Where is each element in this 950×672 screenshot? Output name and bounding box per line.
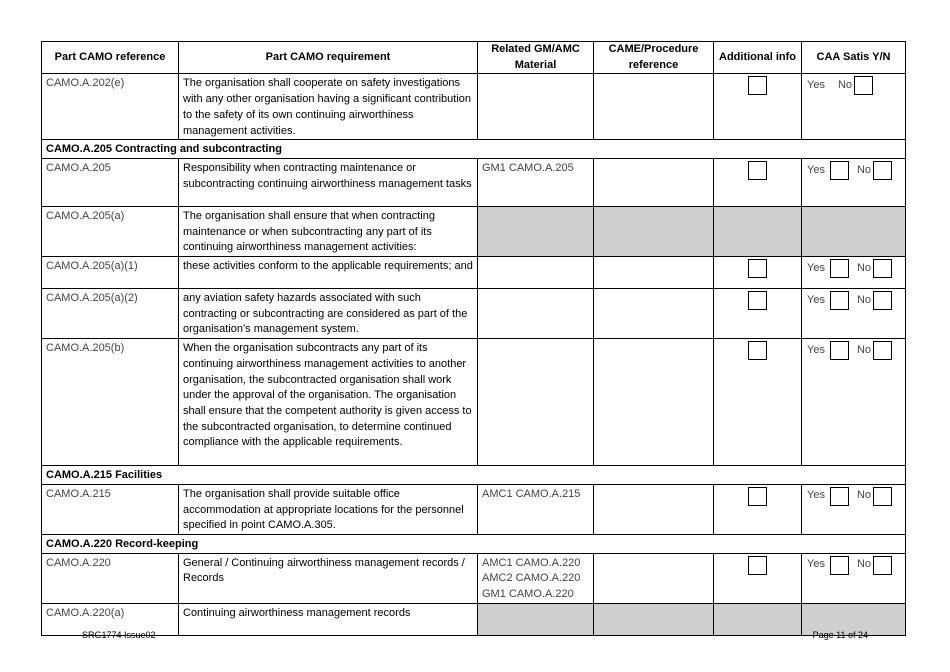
gm-cell: [478, 257, 594, 289]
section-heading: CAMO.A.215 Facilities: [42, 466, 906, 485]
header-came: CAME/Procedure reference: [594, 42, 714, 74]
ref-cell: CAMO.A.205(b): [42, 339, 179, 466]
no-checkbox[interactable]: [854, 76, 873, 95]
footer-doc-id: SRG1774 Issue02: [82, 630, 156, 640]
gm-ref: AMC2 CAMO.A.220: [482, 572, 581, 585]
came-cell[interactable]: [594, 553, 714, 603]
requirement-cell: The organisation shall provide suitable office accommodation at appropriate locations for the personnel specified in point CAMO.A.305.: [179, 484, 478, 534]
additional-info-checkbox[interactable]: [748, 487, 767, 506]
section-row: [42, 534, 906, 553]
requirement-cell: Continuing airworthiness management records: [179, 603, 478, 635]
gm-cell: GM1 CAMO.A.205: [478, 158, 594, 206]
ref-cell: CAMO.A.205: [42, 158, 179, 206]
requirement-cell: Responsibility when contracting maintenance or subcontracting continuing airworthiness management tasks: [179, 158, 478, 206]
gm-cell-disabled: [478, 603, 594, 635]
info-cell: [714, 257, 802, 289]
satis-cell: [802, 289, 906, 339]
section-heading: CAMO.A.205 Contracting and subcontracting: [42, 140, 906, 159]
came-cell[interactable]: [594, 158, 714, 206]
no-checkbox[interactable]: [873, 556, 892, 575]
yes-checkbox[interactable]: [830, 341, 849, 360]
ref-cell: CAMO.A.205(a)(2): [42, 289, 179, 339]
no-checkbox[interactable]: [873, 259, 892, 278]
gm-cell-disabled: [478, 206, 594, 256]
additional-info-checkbox[interactable]: [748, 259, 767, 278]
header-additional-info: Additional info: [714, 42, 802, 74]
no-checkbox[interactable]: [873, 487, 892, 506]
no-label: No: [856, 163, 872, 176]
gm-cell: [478, 289, 594, 339]
satis-cell: [802, 257, 906, 289]
no-label: No: [856, 558, 872, 571]
table-row: [42, 339, 906, 466]
ref-cell: CAMO.A.205(a)(1): [42, 257, 179, 289]
ref-cell: CAMO.A.205(a): [42, 206, 179, 256]
satis-cell: [802, 484, 906, 534]
yes-checkbox[interactable]: [830, 556, 849, 575]
yes-checkbox[interactable]: [830, 487, 849, 506]
table-row: [42, 289, 906, 339]
info-cell: [714, 158, 802, 206]
came-cell[interactable]: [594, 484, 714, 534]
header-row: [42, 42, 906, 74]
requirement-cell: When the organisation subcontracts any part of its continuing airworthiness management activities to another organisation, the subcontracted organisation shall work under the approval of the organisation. The organisation shall ensure that the competent authority is given access to the subcontracted organisation, to determine continued compliance with the applicable requirements.: [179, 339, 478, 466]
table-row: [42, 603, 906, 635]
header-ref: Part CAMO reference: [42, 42, 179, 74]
info-cell: [714, 553, 802, 603]
came-cell[interactable]: [594, 339, 714, 466]
satis-cell-disabled: [802, 206, 906, 256]
header-gm-amc: Related GM/AMC Material: [478, 42, 594, 74]
yes-label: Yes: [807, 261, 825, 274]
yes-label: Yes: [807, 79, 825, 92]
requirement-cell: any aviation safety hazards associated with such contracting or subcontracting are considered as part of the organisation’s management system.: [179, 289, 478, 339]
came-cell[interactable]: [594, 74, 714, 140]
satis-cell: [802, 339, 906, 466]
gm-ref: AMC1 CAMO.A.220: [482, 556, 581, 569]
info-cell: [714, 484, 802, 534]
no-label: No: [856, 489, 872, 502]
no-label: No: [856, 343, 872, 356]
requirement-cell: The organisation shall cooperate on safety investigations with any other organisation having a significant contribution to the safety of its own continuing airworthiness management activities.: [179, 74, 478, 140]
section-heading: CAMO.A.220 Record-keeping: [42, 534, 906, 553]
ref-cell: CAMO.A.220(a): [42, 603, 179, 635]
section-row: [42, 466, 906, 485]
table-row: [42, 484, 906, 534]
yes-checkbox[interactable]: [830, 291, 849, 310]
requirement-cell: General / Continuing airworthiness management records / Records: [179, 553, 478, 603]
yes-label: Yes: [807, 163, 825, 176]
table-row: [42, 74, 906, 140]
yes-label: Yes: [807, 343, 825, 356]
info-cell: [714, 74, 802, 140]
section-row: [42, 140, 906, 159]
compliance-table: [41, 41, 906, 636]
yes-label: Yes: [807, 558, 825, 571]
satis-cell: [802, 553, 906, 603]
gm-cell: [478, 74, 594, 140]
header-caa-satis: CAA Satis Y/N: [802, 42, 906, 74]
no-checkbox[interactable]: [873, 291, 892, 310]
gm-cell: [478, 339, 594, 466]
header-requirement: Part CAMO requirement: [179, 42, 478, 74]
ref-cell: CAMO.A.215: [42, 484, 179, 534]
table-row: [42, 257, 906, 289]
satis-cell: [802, 74, 906, 140]
additional-info-checkbox[interactable]: [748, 161, 767, 180]
info-cell-disabled: [714, 603, 802, 635]
yes-checkbox[interactable]: [830, 259, 849, 278]
ref-cell: CAMO.A.220: [42, 553, 179, 603]
additional-info-checkbox[interactable]: [748, 341, 767, 360]
yes-label: Yes: [807, 293, 825, 306]
came-cell-disabled: [594, 206, 714, 256]
yes-label: Yes: [807, 489, 825, 502]
gm-ref: GM1 CAMO.A.220: [482, 588, 574, 601]
footer-page-number: Page 11 of 24: [812, 630, 868, 640]
no-label: No: [837, 79, 853, 92]
requirement-cell: these activities conform to the applicable requirements; and: [179, 257, 478, 289]
came-cell[interactable]: [594, 257, 714, 289]
additional-info-checkbox[interactable]: [748, 76, 767, 95]
came-cell[interactable]: [594, 289, 714, 339]
gm-cell: [478, 553, 594, 603]
table-row: [42, 553, 906, 603]
came-cell-disabled: [594, 603, 714, 635]
yes-checkbox[interactable]: [830, 161, 849, 180]
info-cell-disabled: [714, 206, 802, 256]
info-cell: [714, 289, 802, 339]
requirement-cell: The organisation shall ensure that when contracting maintenance or when subcontracting any part of its continuing airworthiness management activities:: [179, 206, 478, 256]
gm-cell: AMC1 CAMO.A.215: [478, 484, 594, 534]
no-label: No: [856, 293, 872, 306]
ref-cell: CAMO.A.202(e): [42, 74, 179, 140]
no-checkbox[interactable]: [873, 341, 892, 360]
additional-info-checkbox[interactable]: [748, 556, 767, 575]
info-cell: [714, 339, 802, 466]
table-row: [42, 158, 906, 206]
no-checkbox[interactable]: [873, 161, 892, 180]
table-row: [42, 206, 906, 256]
additional-info-checkbox[interactable]: [748, 291, 767, 310]
satis-cell: [802, 158, 906, 206]
no-label: No: [856, 261, 872, 274]
